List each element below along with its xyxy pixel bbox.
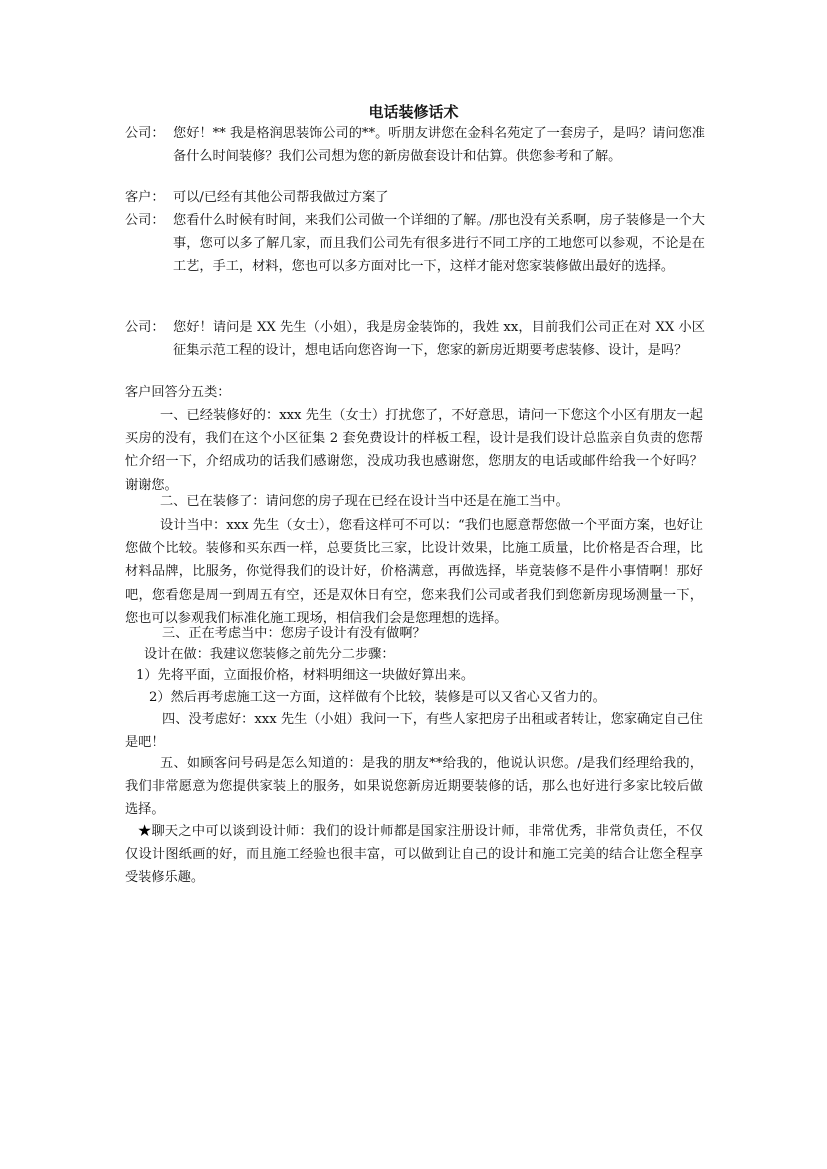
dialog-text: 您好！** 我是格润思装饰公司的**。听朋友讲您在金科名苑定了一套房子，是吗？请问您准备什么时间装修？我们公司想为您的新房做套设计和估算。供您参考和了解。: [173, 126, 705, 165]
speaker-label: 公司：: [125, 213, 165, 228]
paragraph-design-steps: 设计在做：我建议您装修之前先分二步骤：: [144, 647, 395, 662]
paragraph-designing: 设计当中：xxx 先生（女士），您看这样可不可以：“我们也愿意帮您做一个平面方案，也好让您做个比较。装修和买东西一样，总要货比三家，比设计效果，比施工质量，比价格是否合理，比材料品牌，比服务，你觉得我们的设计好，价格满意，再做选择，毕竟装修不是件小事情啊！那好吧，您看您是周一到周五有空，还是双休日有空，您来我们公司或者我们到您新房现场测量一下，您也可以参观我们标准化施工现场，相信我们会是您理想的选择。: [125, 518, 703, 626]
document-title: 电话装修话术: [368, 103, 459, 121]
speaker-label: 客户：: [125, 190, 165, 205]
paragraph-category-3: 三、正在考虑当中：您房子设计有没有做啊？: [162, 626, 426, 641]
dialog-line: [125, 186, 705, 209]
dialog-text: 您好！请问是 XX 先生（小姐），我是房金装饰的，我姓 xx，目前我们公司正在对 XX 小区征集示范工程的设计，想电话向您咨询一下，您家的新房近期要考虑装修、设计，是吗？: [173, 320, 705, 359]
dialog-line: [125, 209, 705, 279]
designer-tip-text: 聊天之中可以谈到设计师：我们的设计师都是国家注册设计师，非常优秀，非常负责任，不仅仅设计图纸画的好，而且施工经验也很丰富，可以做到让自己的设计和施工完美的结合让您全程享受装修乐趣。: [125, 824, 704, 886]
dialog-text: 您看什么时候有时间，来我们公司做一个详细的了解。/那也没有关系啊，房子装修是一个大事，您可以多了解几家，而且我们公司先有很多进行不同工序的工地您可以参观，不论是在工艺，手工，材料，您也可以多方面对比一下，这样才能对您家装修做出最好的选择。: [173, 213, 705, 275]
paragraph-step-1: 1）先将平面，立面报价格，材料明细这一块做好算出来。: [136, 668, 475, 683]
section-heading: 客户回答分五类：: [125, 385, 231, 400]
paragraph-category-4: 四、没考虑好：xxx 先生（小姐）我问一下，有些人家把房子出租或者转让，您家确定自己住是吧！: [125, 712, 703, 751]
star-icon: ★: [138, 824, 152, 839]
dialog-line: [125, 316, 705, 362]
speaker-label: 公司：: [125, 126, 165, 141]
paragraph-step-2: 2）然后再考虑施工这一方面，这样做有个比较，装修是可以又省心又省力的。: [149, 690, 606, 705]
dialog-line: [125, 122, 705, 168]
paragraph-designer-tip: [125, 820, 703, 890]
paragraph-category-2: 二、已在装修了：请问您的房子现在已经在设计当中还是在施工当中。: [160, 494, 569, 509]
paragraph-category-1: 一、已经装修好的：xxx 先生（女士）打扰您了，不好意思，请问一下您这个小区有朋友一起买房的没有，我们在这个小区征集 2 套免费设计的样板工程，设计是我们设计总监亲自负责的您帮忙介绍一下，介绍成功的话我们感谢您，没成功我也感谢您，您朋友的电话或邮件给我一个好吗？谢谢您。: [125, 408, 703, 493]
paragraph-category-5: 五、如顾客问号码是怎么知道的：是我的朋友**给我的，他说认识您。/是我们经理给我的，我们非常愿意为您提供家装上的服务，如果说您新房近期要装修的话，那么也好进行多家比较后做选择。: [125, 756, 703, 818]
speaker-label: 公司：: [125, 320, 165, 335]
dialog-text: 可以/已经有其他公司帮我做过方案了: [173, 190, 389, 206]
